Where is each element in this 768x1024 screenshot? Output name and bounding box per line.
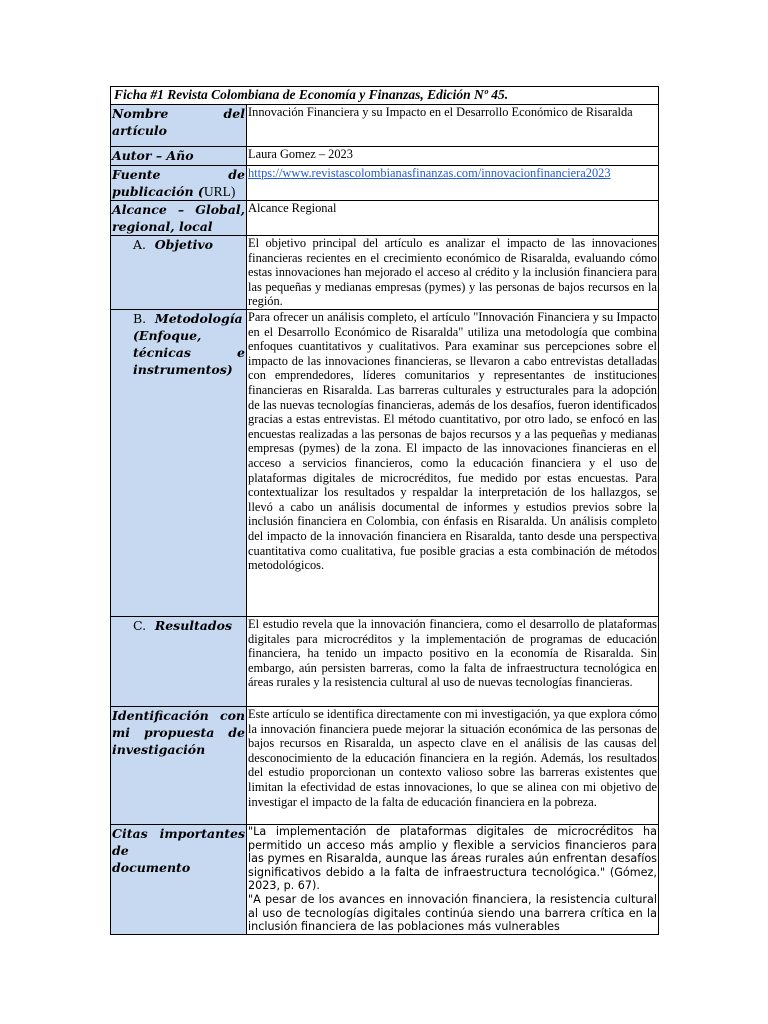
label-fuente-line1: Fuente de [112,167,245,182]
metodologia-label-line2: (Enfoque, [133,328,202,343]
value-objetivo: El objetivo principal del artículo es analizar el impacto de las innovaciones financieras recientes en el crecimiento económico de Risaralda, evaluando cómo estas innovaciones han mejorado el acceso al crédito y la inclusión financiera para las pequeñas y medianas empresas (pymes) y las personas de bajos recursos en la región. [248,236,657,309]
citas-label-line2: documento [112,860,191,875]
resultados-letter: C. [133,618,147,633]
label-identificacion [111,707,247,825]
source-url-link[interactable]: https://www.revistascolombianasfinanzas.com/innovacionfinanciera2023 [248,166,611,180]
value-alcance: Alcance Regional [247,201,659,236]
label-fuente [111,166,247,201]
label-fuente-url: URL) [203,184,236,199]
value-nombre: Innovación Financiera y su Impacto en el Desarrollo Económico de Risaralda [247,105,659,147]
label-resultados [111,617,247,707]
value-resultados: El estudio revela que la innovación financiera, como el desarrollo de plataformas digitales para microcréditos y la implementación de programas de educación financiera, ha tenido un impacto positivo en la economía de Risaralda. Sin embargo, aún persisten barreras, como la falta de infraestructura tecnológica en áreas rurales y la resistencia cultural al uso de nuevas tecnologías financieras. [247,617,659,707]
ficha-table [110,86,659,935]
ficha-title: Ficha #1 Revista Colombiana de Economía y Finanzas, Edición Nº 45. [111,87,659,105]
resultados-label: Resultados [154,618,233,633]
identificacion-label-line3: investigación [112,742,206,757]
ficha-document [110,86,658,935]
label-alcance-line1: Alcance – Global, [112,202,245,217]
value-citas [247,825,659,935]
metodologia-letter: B. [133,311,147,326]
row-alcance [111,201,659,236]
quote-2: "A pesar de los avances en innovación financiera, la resistencia cultural al uso de tecnologías digitales continúa siendo una barrera crítica en la inclusión financiera de las poblaciones más vulnerables [248,892,657,934]
label-nombre-line2: artículo [112,123,167,138]
value-autor: Laura Gomez – 2023 [247,147,659,166]
label-alcance [111,201,247,236]
row-identificacion [111,707,659,825]
label-nombre [111,105,247,147]
ficha-title-row [111,87,659,105]
identificacion-label-line2: mi propuesta de [112,725,245,740]
objetivo-letter: A. [133,237,147,252]
label-objetivo [111,236,247,310]
value-metodologia: Para ofrecer un análisis completo, el artículo "Innovación Financiera y su Impacto en el Desarrollo Económico de Risaralda" utiliza una metodología que combina enfoques cuantitativos y cualitativos. Para examinar sus percepciones sobre el impacto de las innovaciones financieras, se llevaron a cabo entrevistas detalladas con emprendedores, líderes comunitarios y representantes de instituciones financieras en Risaralda. Las barreras culturales y estructurales para la adopción de las nuevas tecnologías financieras, además de los desafíos, fueron identificados gracias a estas entrevistas. El método cuantitativo, por otro lado, se enfocó en las encuestas realizadas a las personas de bajos recursos y a las pequeñas y medianas empresas (pymes) de la zona. El impacto de las innovaciones financieras en el acceso a servicios financieros, como la educación financiera y el uso de plataformas digitales de microcréditos, fue medido por estas encuestas. Para contextualizar los resultados y respaldar la interpretación de los hallazgos, se llevó a cabo un análisis documental de informes y estudios previos sobre la inclusión financiera en Colombia, con énfasis en Risaralda. Un análisis completo del impacto de la innovación financiera en Risaralda, tanto desde una perspectiva cuantitativa como cualitativa, fue posible gracias a esta combinación de métodos metodológicos. [247,310,659,617]
label-metodologia [111,310,247,617]
label-fuente-line2: publicación ( [112,184,204,199]
metodologia-label-line4: instrumentos) [133,362,233,377]
metodologia-label-line1: Metodología [154,311,243,326]
label-citas [111,825,247,935]
row-resultados [111,617,659,707]
row-objetivo [111,236,659,310]
value-identificacion: Este artículo se identifica directamente con mi investigación, ya que explora cómo la innovación financiera puede mejorar la situación económica de las personas de bajos recursos en Risaralda, un aspecto clave en el análisis de las causas del desconocimiento de la educación financiera en la región. Además, los resultados del estudio proporcionan un contexto valioso sobre las barreras existentes que limitan la efectividad de estas innovaciones, lo que se alinea con mi objetivo de investigar el impacto de la falta de educación financiera en la pobreza. [247,707,659,825]
row-fuente [111,166,659,201]
label-autor: Autor – Año [111,147,247,166]
row-metodologia [111,310,659,617]
metodologia-label-line3: técnicas e [133,345,245,360]
label-nombre-line1: Nombre del [112,106,245,121]
quote-1: "La implementación de plataformas digitales de microcréditos ha permitido un acceso más amplio y flexible a servicios financieros para las pymes en Risaralda, aunque las áreas rurales aún enfrentan desafíos significativos debido a la falta de infraestructura tecnológica." (Gómez, 2023, p. 67). [248,825,657,893]
identificacion-label-line1: Identificación con [112,708,245,723]
objetivo-label: Objetivo [154,237,213,252]
row-citas [111,825,659,935]
value-fuente [247,166,659,201]
row-autor [111,147,659,166]
citas-label-line1: Citas importantes de [112,826,245,858]
label-alcance-line2: regional, local [112,219,213,234]
row-nombre [111,105,659,147]
